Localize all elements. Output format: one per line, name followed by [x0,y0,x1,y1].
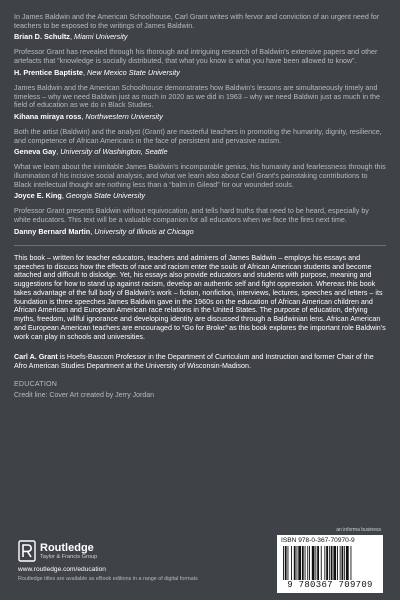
praise-section [14,13,386,236]
praise-item [14,128,386,156]
author-bio [14,353,386,371]
praise-quote: Professor Grant presents Baldwin without equivocation, and tells hard truths that need to be heard, especially by white educators. This text will be a valuable companion for all educators when we face the fires next time. [14,207,369,225]
praise-item [14,84,386,121]
praise-attribution: Brian D. Schultz, Miami University [14,32,128,42]
barcode-icon [283,546,377,580]
isbn-barcode-block [277,527,383,593]
praise-quote: In James Baldwin and the American Schoolhouse, Carl Grant writes with fervor and conviction of an urgent need for teachers to be exposed to the writings of James Baldwin. [14,13,380,30]
praise-attribution: Geneva Gay, University of Washington, Seattle [14,147,168,157]
praise-item [14,207,386,235]
praise-name: Geneva Gay [14,147,57,157]
informa-tagline: an informa business [336,527,381,533]
routledge-logo-icon [18,540,36,562]
praise-quote: What we learn about the inimitable James Baldwin's incomparable genius, his humanity and fearlessness through this illumination of his incisive social analysis, and what we learn also about Carl Grant's painstaking contributions to Black intellectual thought are nothing less than a “balm in Gilead” for our wounded souls. [14,163,386,189]
author-name: Carl A. Grant [14,353,58,362]
subject-category: EDUCATION [14,379,58,388]
ebook-note: Routledge titles are available as eBook editions in a range of digital formats [18,576,198,582]
praise-name: Kihana miraya ross [14,111,82,121]
praise-name: Brian D. Schultz [14,32,70,42]
praise-item [14,48,386,76]
praise-affiliation: Northwestern University [85,111,163,121]
praise-affiliation: New Mexico State University [87,67,180,77]
barcode-box [277,535,383,593]
publisher-name-block [40,542,97,561]
praise-name: H. Prentice Baptiste [14,67,83,77]
book-description: This book – written for teacher educators, teachers and admirers of James Baldwin – employs his essays and speeches to discuss how the effects of race and racism enter the souls of African American students and become attached and difficult to dislodge. Yet, his essays also provide educators and students with purpose, meaning and suggestions for how to stand up against racism, develop an authentic self and fight oppression. Whereas this book takes advantage of the full body of Baldwin's work – fiction, nonfiction, interviews, lectures, speeches and letters – its foundation is three speeches James Baldwin gave in the 1960s on the education of African American children and African American and European American race relations in the United States. The purpose of education, defying myths, freedom, willful ignorance and developing identity are discussed through a Baldwinian lens. African American and European American teachers are encouraged to “Go for Broke” as this book explores the important role Baldwin's work can play in schools and universities. [14,253,386,341]
publisher-url[interactable]: www.routledge.com/education [18,566,106,573]
praise-quote: Professor Grant has revealed through his thorough and intriguing research of Baldwin's extensive papers and other artefacts that “knowledge is socially distributed, that what you know is what you have been allowed to know”. [14,48,378,66]
praise-affiliation: Georgia State University [65,191,146,201]
praise-affiliation: Miami University [74,32,128,42]
barcode-digits: 9 780367 709709 [287,580,373,590]
praise-affiliation: University of Illinois at Chicago [94,226,194,236]
isbn-label: ISBN 978-0-367-70970-9 [281,537,355,544]
praise-attribution: Joyce E. King, Georgia State University [14,191,146,201]
publisher-group: Taylor & Francis Group [40,553,98,560]
praise-attribution: H. Prentice Baptiste, New Mexico State University [14,67,180,77]
praise-name: Danny Bernard Martin [14,226,91,236]
cover-credit: Credit line: Cover Art created by Jerry Jordan [14,391,155,399]
praise-item [14,163,386,200]
section-divider [14,245,386,246]
praise-item [14,13,386,41]
praise-quote: Both the artist (Baldwin) and the analyst (Grant) are masterful teachers in promoting the humanity, dignity, resilience, and competence of African Americans in the face of persistent and pervasive racism. [14,127,382,145]
praise-affiliation: University of Washington, Seattle [60,147,168,157]
praise-attribution: Danny Bernard Martin, University of Illinois at Chicago [14,226,194,236]
praise-name: Joyce E. King [14,191,62,201]
author-bio-text: is Hoefs-Bascom Professor in the Department of Curriculum and Instruction and former Chair of the Afro American Studies Department at the University of Wisconsin-Madison. [14,353,374,371]
praise-attribution: Kihana miraya ross, Northwestern University [14,111,163,121]
publisher-logo [18,540,97,562]
praise-quote: James Baldwin and the American Schoolhouse demonstrates how Baldwin's lessons are simultaneously timely and timeless – why we need Baldwin just as much in 2020 as we did in 1963 – why we need Baldwin just as much in the field of education as we do in Black Studies. [14,83,380,110]
publisher-name: Routledge [40,541,94,554]
